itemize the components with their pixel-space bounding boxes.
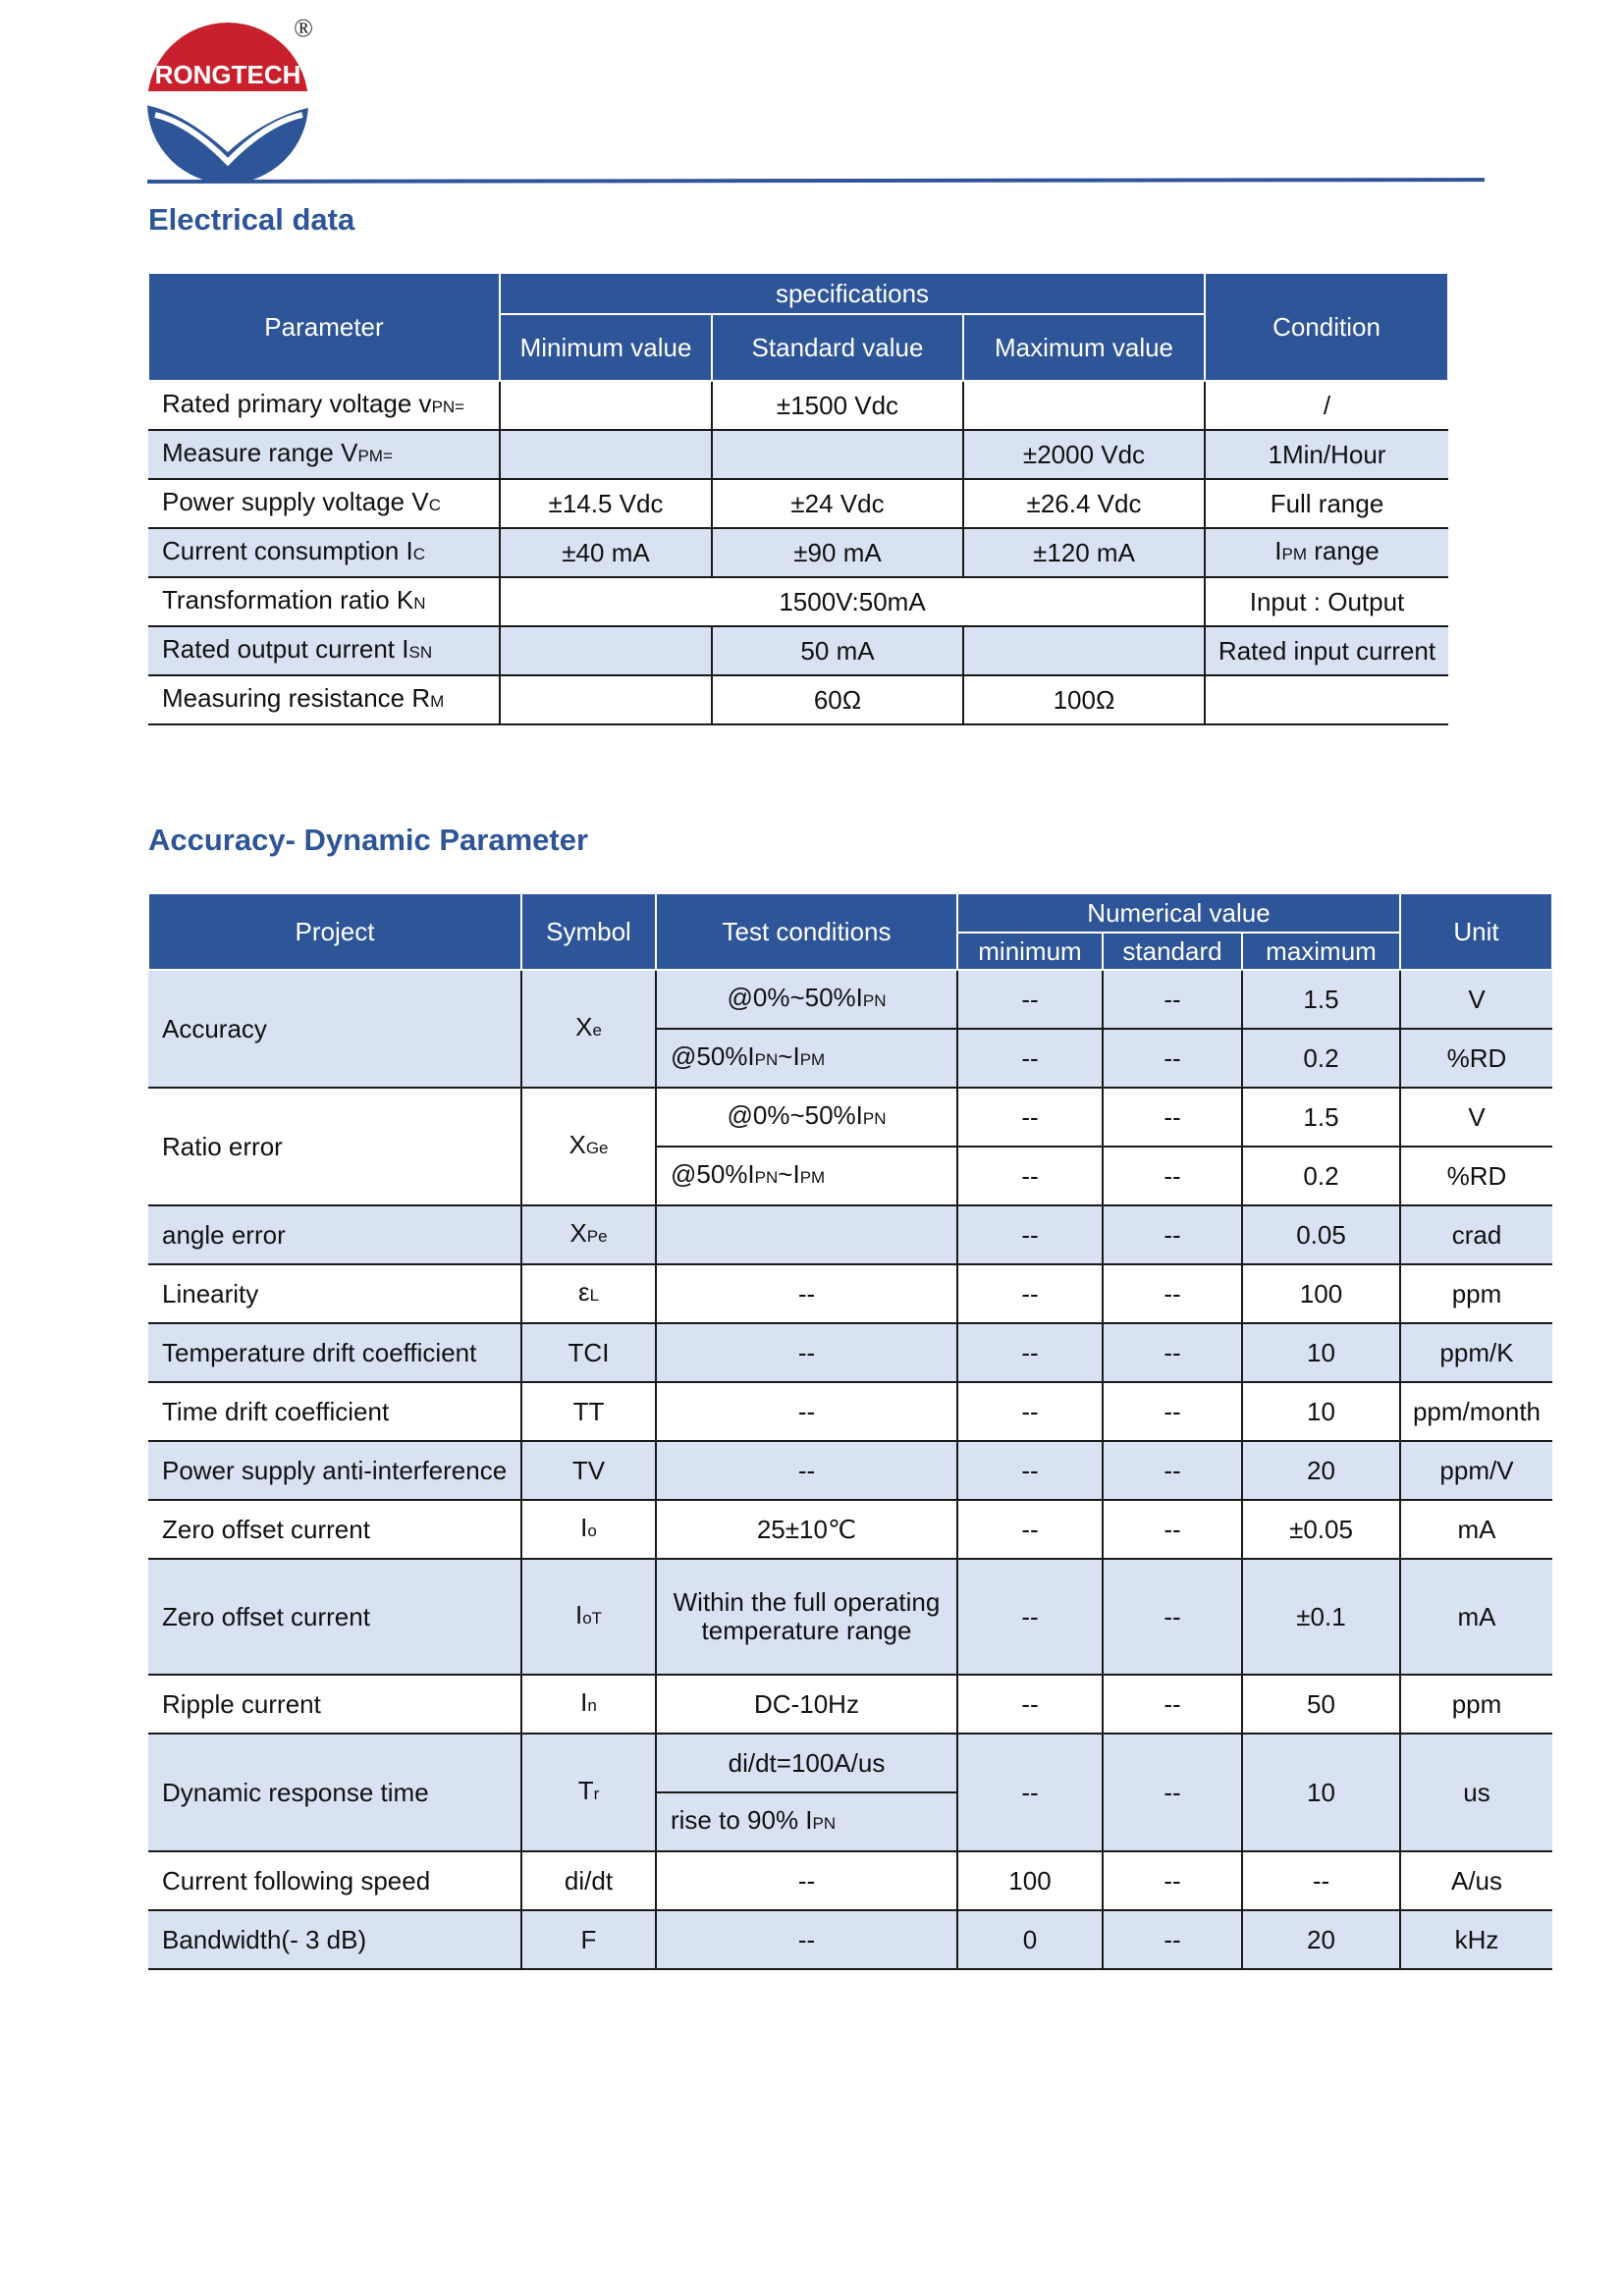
table-row: Current consumption IC ±40 mA ±90 mA ±120 mA IPM range (148, 528, 1448, 577)
table-row: Ripple current In DC-10Hz -- -- 50 ppm (148, 1675, 1552, 1734)
header-min: Minimum value (500, 314, 712, 381)
table-row: rise to 90% IPN (148, 1792, 1552, 1851)
table-row: Time drift coefficient TT -- -- -- 10 ppm/month (148, 1382, 1552, 1441)
table-row: Accuracy Xe @0%~50%IPN -- -- 1.5 V (148, 970, 1552, 1029)
electrical-data-table (147, 272, 1449, 725)
section-title-electrical: Electrical data (148, 202, 355, 237)
table-row: Power supply anti-interference TV -- -- -- 20 ppm/V (148, 1441, 1552, 1500)
table-row: Current following speed di/dt -- 100 -- -- A/us (148, 1851, 1552, 1910)
table-row: @50%IPN~IPM -- -- 0.2 %RD (148, 1147, 1552, 1205)
logo-text: RONGTECH (154, 60, 301, 89)
header-minimum: minimum (957, 933, 1103, 970)
table-row: Bandwidth(- 3 dB) F -- 0 -- 20 kHz (148, 1910, 1552, 1969)
header-rule (147, 178, 1485, 184)
header-specifications: specifications (500, 273, 1205, 314)
table-row: Measuring resistance RM 60Ω 100Ω (148, 675, 1448, 724)
table-row: angle error XPe -- -- 0.05 crad (148, 1205, 1552, 1264)
registered-mark: ® (294, 15, 313, 42)
accuracy-dynamic-table (147, 892, 1553, 1970)
table-row: Rated output current ISN 50 mA Rated input current (148, 626, 1448, 675)
table-row: Measure range VPM= ±2000 Vdc 1Min/Hour (148, 430, 1448, 479)
header-test-conditions: Test conditions (656, 893, 957, 970)
table-row: Zero offset current Io 25±10℃ -- -- ±0.05 mA (148, 1500, 1552, 1559)
header-maximum: maximum (1242, 933, 1400, 970)
header-std: Standard value (712, 314, 963, 381)
section-title-accuracy: Accuracy- Dynamic Parameter (148, 823, 589, 857)
rongtech-logo (145, 15, 322, 182)
header-unit: Unit (1400, 893, 1552, 970)
header-parameter: Parameter (148, 273, 500, 381)
table-row: Power supply voltage VC ±14.5 Vdc ±24 Vdc ±26.4 Vdc Full range (148, 479, 1448, 528)
header-symbol: Symbol (521, 893, 656, 970)
table-row: Zero offset current IoT Within the full operating temperature range -- -- ±0.1 mA (148, 1559, 1552, 1675)
table-row: Transformation ratio KN 1500V:50mA Input : Output (148, 577, 1448, 626)
header-numerical-value: Numerical value (957, 893, 1400, 933)
header-condition: Condition (1205, 273, 1448, 381)
header-max: Maximum value (963, 314, 1205, 381)
table-row: @50%IPN~IPM -- -- 0.2 %RD (148, 1029, 1552, 1088)
header-standard: standard (1103, 933, 1242, 970)
table-row: Rated primary voltage vPN= ±1500 Vdc / (148, 381, 1448, 430)
table-row: Temperature drift coefficient TCI -- -- -- 10 ppm/K (148, 1323, 1552, 1382)
header-project: Project (148, 893, 521, 970)
table-row: Ratio error XGe @0%~50%IPN -- -- 1.5 V (148, 1088, 1552, 1147)
table-row: Dynamic response time Tr di/dt=100A/us -- -- 10 us (148, 1734, 1552, 1792)
table-row: Linearity εL -- -- -- 100 ppm (148, 1264, 1552, 1323)
